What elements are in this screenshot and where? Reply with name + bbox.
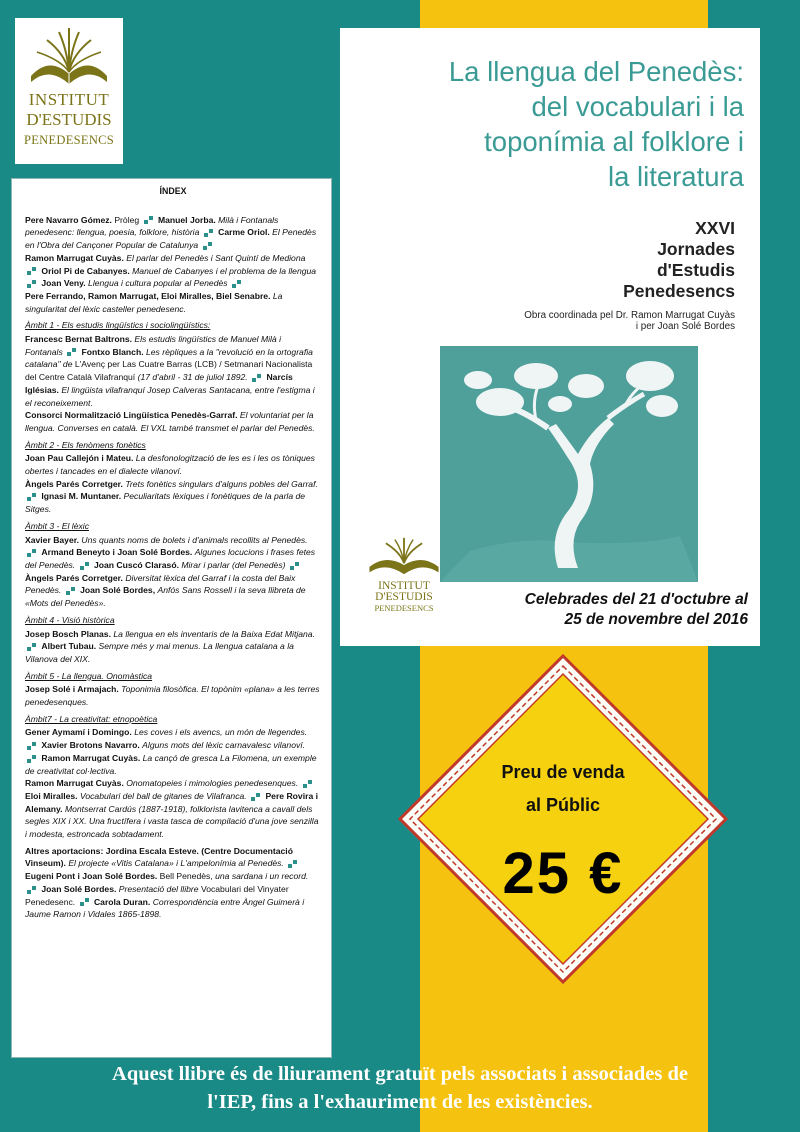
bullet-icon — [252, 374, 262, 382]
bullet-icon — [232, 280, 242, 288]
footer-line-1: Aquest llibre és de lliurament gratuït pels associats i associades de — [112, 1063, 688, 1085]
jornades-heading: XXVI Jornades d'Estudis Penedesencs — [623, 218, 735, 301]
bullet-icon — [144, 216, 154, 224]
logo-line-2: D'ESTUDIS — [26, 110, 112, 129]
index-entry-group: Josep Bosch Planas. La llengua en els inventaris de la Baixa Edat Mitjana. Albert Tubau. Sempre més y mai menus. La llengua catalana a la Vilanova del XIX. — [25, 628, 315, 664]
coordinators: Obra coordinada pel Dr. Ramon Marrugat Cuyàs i per Joan Solé Bordes — [524, 310, 735, 332]
cover-logo-line-1: INSTITUT — [378, 580, 430, 592]
vine-illustration — [440, 346, 698, 582]
book-cover — [340, 28, 760, 646]
book-logo-icon — [364, 536, 444, 576]
index-entry-group: Altres aportacions: Jordina Escala Esteve. (Centre Documentació Vinseum). El projecte «Vitis Catalana» i L'ampelonímia al Penedès. Eugeni Pont i Joan Solé Bordes. Bell Penedès, una sardana i un record. Joan Solé Bordes. Presentació del llibre Vocabulari del Vinyater Penedesenc. Carola Duran. Correspondència entre Àngel Guimerà i Jaume Ramon i Vidales 1865-1898. — [25, 845, 309, 920]
section-heading: Àmbit7 - La creativitat: etnopoètica — [25, 713, 158, 724]
bullet-icon — [27, 267, 37, 275]
cover-logo — [364, 536, 444, 614]
index-entry-group: Xavier Bayer. Uns quants noms de bolets i d'animals recollits al Penedès. Armand Beneyto i Joan Solé Bordes. Algunes locucions i frases fetes del Penedès. Joan Cuscó Clarasó. Mirar i parlar (del Penedès) Àngels Parés Corretger. Diversitat lèxica del Garraf i la costa del Baix Penedès. Joan Solé Bordes, Anfós Sans Rossell i la seva llibreta de «Mots del Penedès». — [25, 534, 316, 609]
section-heading: Àmbit 4 - Visió històrica — [25, 614, 115, 625]
index-entry-group: Pere Navarro Gómez. Pròleg Manuel Jorba. Milà i Fontanals penedesenc: llengua, poesia, folklore, història Carme Oriol. El Penedès en l'Obra del Cançoner Popular de Catalunya Ramon Marrugat Cuyàs. El parlar del Penedès i Sant Quintí de Mediona Oriol Pi de Cabanyes. Manuel de Cabanyes i el problema de la llengua Joan Veny. Llengua i cultura popular al Penedès Pere Ferrando, Ramon Marrugat, Eloi Miralles, Biel Senabre. La singularitat del lèxic casteller penedesenc. — [25, 214, 317, 314]
price-diamond — [396, 652, 730, 986]
bullet-icon — [203, 242, 213, 250]
bullet-icon — [27, 493, 37, 501]
section-heading: Àmbit 5 - La llengua. Onomàstica — [25, 670, 153, 681]
price-label-line-1: Preu de venda — [501, 762, 625, 782]
footer-line-2: l'IEP, fins a l'exhauriment de les existències. — [207, 1091, 593, 1113]
footer-notice — [0, 1060, 800, 1116]
bullet-icon — [27, 549, 37, 557]
index-entry-group: Josep Solé i Armajach. Toponimia filosòfica. El topònim «plana» a les terres penedesenques. — [25, 684, 320, 708]
bullet-icon — [27, 643, 37, 651]
bullet-icon — [290, 562, 300, 570]
section-heading: Àmbit 2 - Els fenòmens fonètics — [25, 439, 146, 450]
bullet-icon — [80, 898, 90, 906]
bullet-icon — [303, 780, 313, 788]
bullet-icon — [27, 280, 37, 288]
bullet-icon — [288, 860, 298, 868]
bullet-icon — [66, 587, 76, 595]
institut-logo — [15, 18, 123, 164]
cover-logo-line-3: PENEDESENCS — [374, 603, 434, 613]
logo-line-3: PENEDESENCS — [23, 133, 115, 147]
bullet-icon — [204, 229, 214, 237]
event-dates: Celebrades del 21 d'octubre al 25 de novembre del 2016 — [524, 591, 748, 628]
cover-logo-line-2: D'ESTUDIS — [375, 591, 433, 603]
price-label-line-2: al Públic — [525, 795, 601, 815]
section-heading: Àmbit 3 - El lèxic — [25, 520, 89, 531]
index-title: ÍNDEX — [159, 186, 187, 196]
book-logo-icon — [25, 26, 113, 88]
bullet-icon — [27, 886, 37, 894]
logo-line-1: INSTITUT — [28, 90, 110, 109]
bullet-icon — [27, 742, 37, 750]
index-entry-group: Joan Pau Callejón i Mateu. La desfonologització de les es i les os tòniques obertes i tancades en el dialecte vilanoví. Àngels Parés Corretger. Trets fonètics singulars d'alguns pobles del Garraf. Ignasi M. Muntaner. Peculiaritats lèxiques i fonètiques de la parla de Sitges. — [25, 453, 318, 515]
index-entry-group: Gener Aymamí i Domingo. Les coves i els avencs, un món de llegendes. Xavier Brotons Navarro. Alguns mots del lèxic carnavalesc vilanoví. Ramon Marrugat Cuyàs. La cançó de gresca La Filomena, un exemple de creativitat col·lectiva. Ramon Marrugat Cuyàs. Onomatopeies i mimologies penedesenques. Eloi Miralles. Vocabulari del ball de gitanes de Vilafranca. Pere Rovira i Alemany. Montserrat Cardús (1887-1918), folklorista lavitenca a cavall dels segles XIX i XX. Una fructífera i vasta tasca de compilació d'una jove senzilla i modesta, estroncada sobtadament. — [25, 727, 319, 840]
index-panel — [11, 178, 332, 1058]
bullet-icon — [251, 793, 261, 801]
price-value: 25 € — [502, 841, 624, 906]
bullet-icon — [27, 755, 37, 763]
bullet-icon — [67, 348, 77, 356]
index-entry-group: Francesc Bernat Baltrons. Els estudis lingüístics de Manuel Milà i Fontanals Fontxo Blanch. Les rèpliques a la "revolució en la ortografia catalana" de L'Avenç per Las Cuatre Barras (LCB) / Setmanari Nacionalista del Centre Català Vilafranquí (17 d'abril - 31 de juliol 1892. Narcís Iglésias. El lingüista vilafranquí Josep Calveras Santacana, entre l'estigma i el reconeixement. Consorci Normalització Lingüística Penedès-Garraf. El voluntariat per la llengua. Converses en català. El VXL també transmet el parlar del Penedès. — [25, 334, 315, 433]
bullet-icon — [80, 562, 90, 570]
book-title: La llengua del Penedès: del vocabulari i la toponímia al folklore i la literatura — [448, 56, 744, 192]
section-heading: Àmbit 1 - Els estudis lingüístics i sociolingüístics: — [25, 320, 211, 331]
